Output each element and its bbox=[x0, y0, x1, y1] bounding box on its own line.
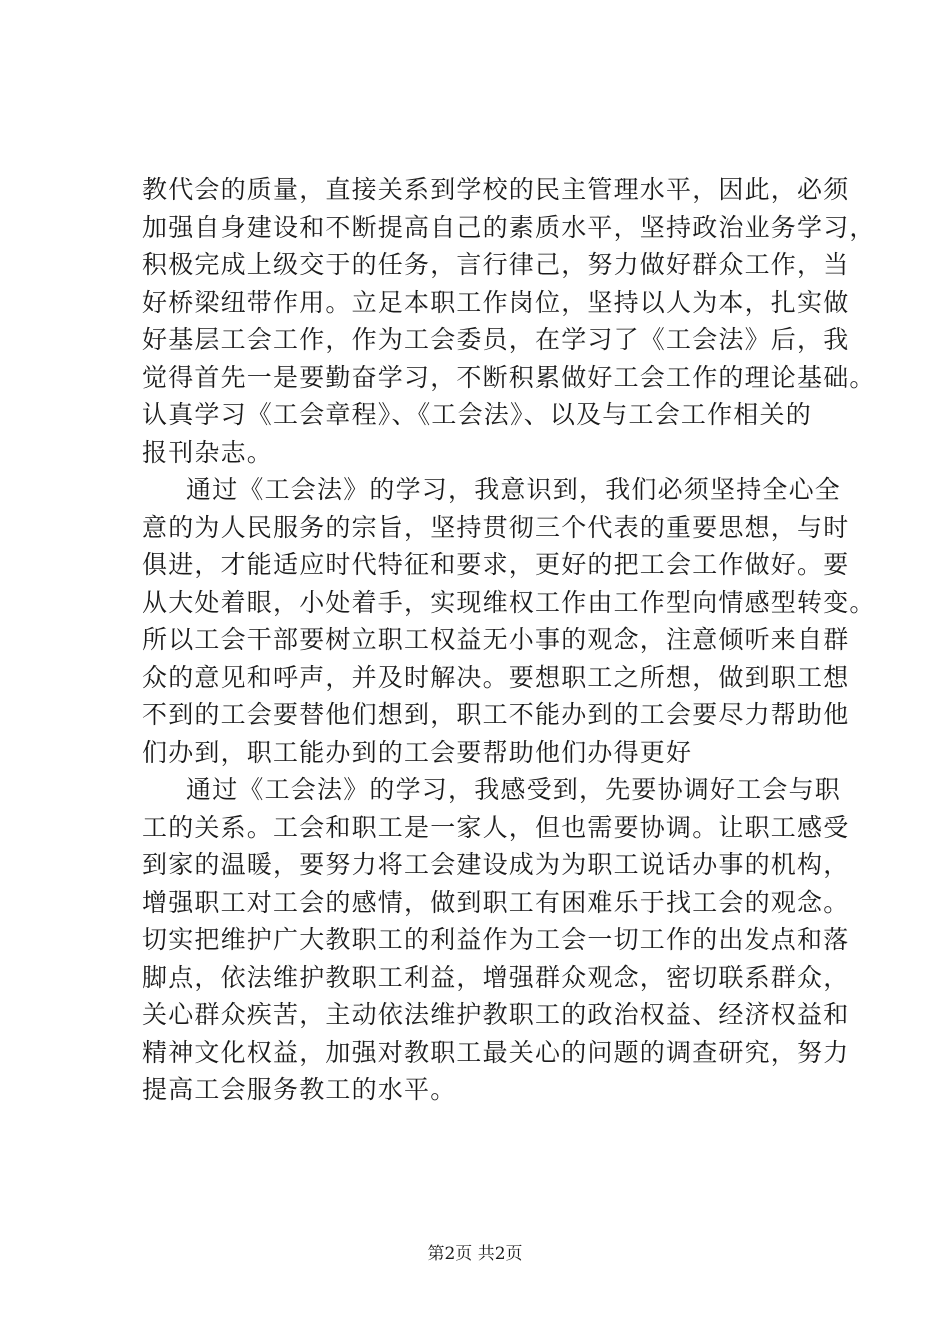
paragraph bbox=[142, 771, 850, 1109]
text-line: 报刊杂志。 bbox=[142, 437, 274, 467]
text-line: 到家的温暖，要努力将工会建设成为为职工说话办事的机构， bbox=[142, 850, 850, 879]
text-line: 认真学习《工会章程》、《工会法》、以及与工会工作相关的 bbox=[142, 400, 812, 429]
text-line: 从大处着眼，小处着手，实现维权工作由工作型向情感型转变。 bbox=[142, 587, 876, 617]
text-line: 通过《工会法》的学习，我意识到，我们必须坚持全心全 bbox=[186, 475, 842, 504]
text-line: 精神文化权益，加强对教职工最关心的问题的调查研究，努力 bbox=[142, 1037, 850, 1067]
text-line: 好基层工会工作，作为工会委员，在学习了《工会法》后，我 bbox=[142, 325, 850, 354]
text-line: 切实把维护广大教职工的利益作为工会一切工作的出发点和落 bbox=[142, 925, 850, 954]
text-line: 所以工会干部要树立职工权益无小事的观念，注意倾听来自群 bbox=[142, 625, 850, 654]
text-line: 关心群众疾苦，主动依法维护教职工的政治权益、经济权益和 bbox=[142, 1000, 850, 1029]
document-body bbox=[142, 171, 876, 1109]
text-line: 提高工会服务教工的水平。 bbox=[142, 1075, 457, 1104]
text-line: 觉得首先一是要勤奋学习，不断积累做好工会工作的理论基础。 bbox=[142, 362, 876, 392]
text-line: 意的为人民服务的宗旨，坚持贯彻三个代表的重要思想，与时 bbox=[142, 512, 850, 542]
text-line: 众的意见和呼声，并及时解决。要想职工之所想，做到职工想 bbox=[142, 662, 850, 692]
text-line: 俱进，才能适应时代特征和要求，更好的把工会工作做好。要 bbox=[142, 550, 850, 579]
text-line: 脚点，依法维护教职工利益，增强群众观念，密切联系群众， bbox=[142, 962, 850, 992]
text-line: 加强自身建设和不断提高自己的素质水平，坚持政治业务学习， bbox=[142, 212, 876, 242]
text-line: 们办到，职工能办到的工会要帮助他们办得更好 bbox=[142, 737, 693, 767]
text-line: 通过《工会法》的学习，我感受到，先要协调好工会与职 bbox=[186, 775, 842, 804]
paragraph bbox=[142, 471, 876, 771]
text-line: 工的关系。工会和职工是一家人，但也需要协调。让职工感受 bbox=[142, 812, 850, 842]
page-footer: 第2页 共2页 bbox=[427, 1244, 523, 1264]
text-line: 好桥梁纽带作用。立足本职工作岗位，坚持以人为本，扎实做 bbox=[142, 287, 850, 317]
text-line: 不到的工会要替他们想到，职工不能办到的工会要尽力帮助他 bbox=[142, 700, 850, 729]
text-line: 教代会的质量，直接关系到学校的民主管理水平，因此，必须 bbox=[142, 175, 850, 204]
paragraph bbox=[142, 171, 876, 471]
text-line: 积极完成上级交于的任务，言行律己，努力做好群众工作，当 bbox=[142, 250, 850, 279]
text-line: 增强职工对工会的感情，做到职工有困难乐于找工会的观念。 bbox=[142, 887, 850, 917]
